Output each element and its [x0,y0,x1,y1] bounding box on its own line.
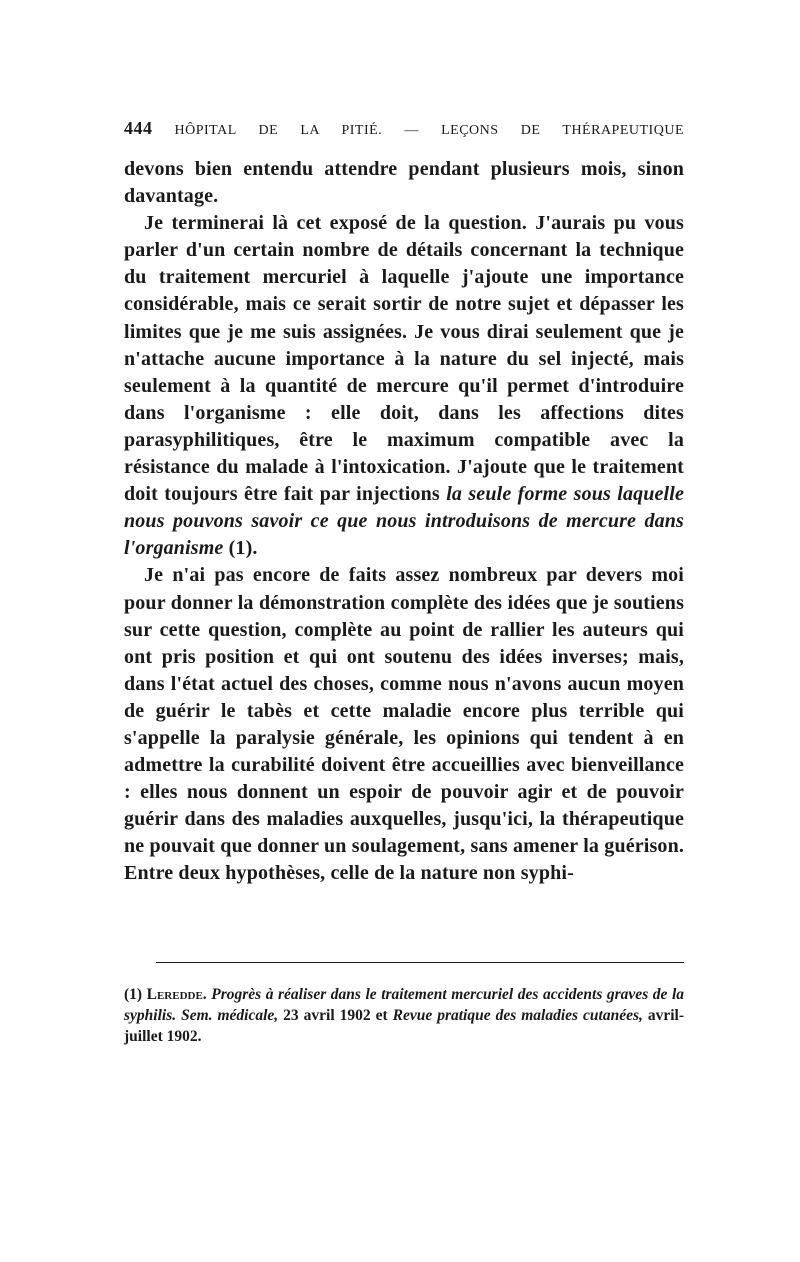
running-title: HÔPITAL DE LA PITIÉ. — LEÇONS DE THÉRAPEUTIQUE [174,123,684,138]
footnote [124,984,684,1047]
paragraph-2-italic: la seule forme sous laquelle nous pouvons savoir ce que nous introduisons de mercure dans l'organisme [124,483,684,560]
footnote-author: Leredde. [146,986,207,1003]
paragraph-2 [124,210,684,562]
footnote-marker: (1) [124,986,143,1003]
body-text [124,156,684,888]
footnote-title: Progrès à réaliser dans le traitement mercuriel des accidents graves de la syphilis. Sem. médicale, [124,986,684,1024]
paragraph-3-text: Je n'ai pas encore de faits assez nombreux par devers moi pour donner la démonstration complète des idées que je soutiens sur cette question, complète au point de rallier les auteurs qui ont pris position et qui ont soutenu des idées inverses; mais, dans l'état actuel des choses, comme nous n'avons aucun moyen de guérir le tabès et cette maladie encore plus terrible qui s'appelle la paralysie générale, les opinions qui tendent à en admettre la curabilité doivent être accueillies avec bienveillance : elles nous donnent un espoir de pouvoir agir et de pouvoir guérir dans des maladies auxquelles, jusqu'ici, la thérapeutique ne pouvait que donner un soulagement, sans amener la guérison. Entre deux hypothèses, celle de la nature non syphi- [124,564,684,885]
footnote-divider [156,962,684,963]
paragraph-2-footnote-ref: (1). [223,537,258,560]
page-number: 444 [124,118,153,138]
paragraph-3 [124,562,684,887]
footnote-journal: Revue pratique des maladies cutanées, [392,1007,643,1024]
document-page [124,118,685,1045]
paragraph-2-text: Je terminerai là cet exposé de la question. J'aurais pu vous parler d'un certain nombre de détails concernant la technique du traitement mercuriel à laquelle j'ajoute une importance considérable, mais ce serait sortir de notre sujet et dépasser les limites que je me suis assignées. Je vous dirai seulement que je n'attache aucune importance à la nature du sel injecté, mais seulement à la quantité de mercure qu'il permet d'introduire dans l'organisme : elle doit, dans les affections dites parasyphilitiques, être le maximum compatible avec la résistance du malade à l'intoxication. J'ajoute que le traitement doit toujours être fait par injections [124,212,684,506]
running-header [124,118,684,144]
footnote-date: 23 avril 1902 et [278,1007,393,1024]
paragraph-1-text: devons bien entendu attendre pendant plusieurs mois, sinon davantage. [124,158,684,208]
footnote-end: avril-juillet 1902. [124,1007,685,1045]
paragraph-1 [124,156,684,210]
